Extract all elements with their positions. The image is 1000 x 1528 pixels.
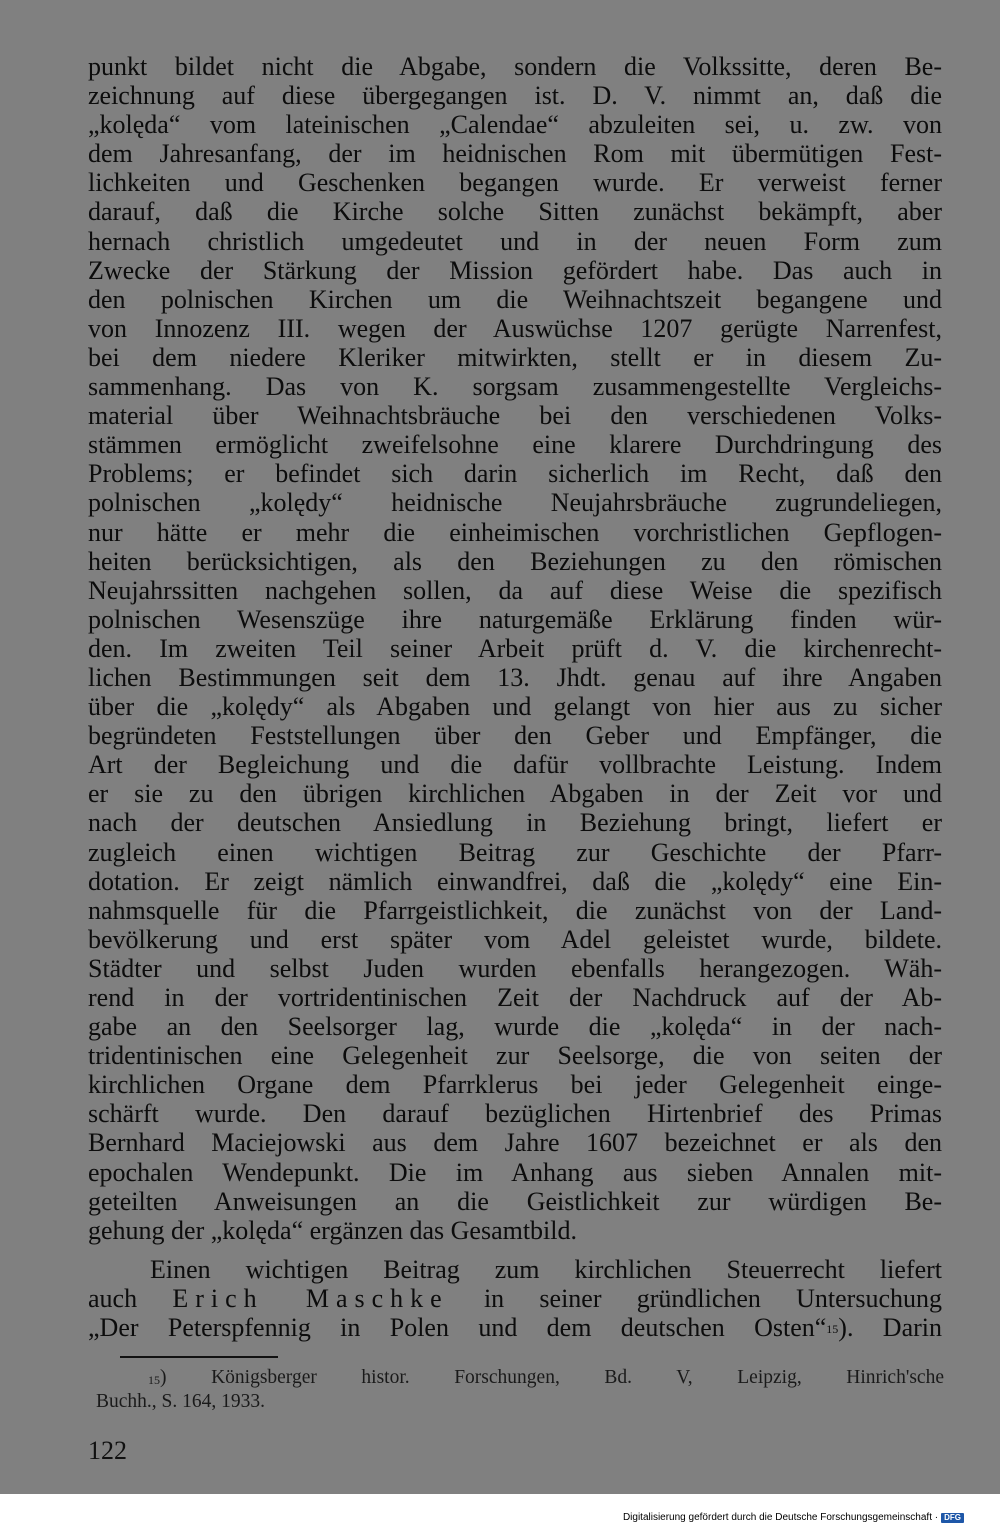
text-line: material über Weihnachtsbräuche bei den verschiedenen Volks- [88, 401, 942, 431]
text-line: schärft wurde. Den darauf bezüglichen Hirtenbrief des Primas [88, 1099, 942, 1129]
text-line: tridentinischen eine Gelegenheit zur Seelsorge, die von seiten der [88, 1041, 942, 1071]
text-line: darauf, daß die Kirche solche Sitten zunächst bekämpft, aber [88, 197, 942, 227]
text-line: polnischen „kolędy“ heidnische Neujahrsbräuche zugrundeliegen, [88, 488, 942, 518]
text-line: dotation. Er zeigt nämlich einwandfrei, daß die „kolędy“ eine Ein- [88, 866, 942, 896]
text-segment: ). Darin [838, 1313, 942, 1343]
text-line: nahmsquelle für die Pfarrgeistlichkeit, die zunächst von der Land- [88, 895, 942, 925]
text-line: Art der Begleichung und die dafür vollbrachte Leistung. Indem [88, 750, 942, 780]
text-segment: auch [88, 1283, 138, 1313]
text-line: kirchlichen Organe dem Pfarrklerus bei jeder Gelegenheit einge- [88, 1070, 942, 1100]
text-line: von Innozenz III. wegen der Auswüchse 1207 gerügte Narrenfest, [88, 313, 942, 343]
footnote-rule [120, 1356, 278, 1358]
text-line: er sie zu den übrigen kirchlichen Abgaben in der Zeit vor und [88, 779, 942, 809]
text-line [88, 1284, 942, 1313]
footnote-marker: 15 [148, 1373, 160, 1387]
text-line: Zwecke der Stärkung der Mission gefördert habe. Das auch in [88, 255, 942, 285]
paragraph-2 [88, 1255, 942, 1342]
text-line: bevölkerung und erst später vom Adel geleistet wurde, bildete. [88, 924, 942, 954]
text-line: epochalen Wendepunkt. Die im Anhang aus sieben Annalen mit- [88, 1157, 942, 1187]
text-line: Bernhard Maciejowski aus dem Jahre 1607 bezeichnet er als den [88, 1128, 942, 1158]
digitization-credit [623, 1512, 964, 1524]
text-line: Neujahrssitten nachgehen sollen, da auf diese Weise die spezifisch [88, 575, 942, 605]
text-line: stämmen ermöglicht zweifelsohne eine klarere Durchdringung des [88, 430, 942, 460]
text-line: zugleich einen wichtigen Beitrag zur Geschichte der Pfarr- [88, 837, 942, 867]
text-line: Problems; er befindet sich darin sicherlich im Recht, daß den [88, 459, 942, 489]
footnote [96, 1366, 944, 1414]
text-line: zeichnung auf diese übergegangen ist. D. V. nimmt an, daß die [88, 81, 942, 111]
footnote-line [96, 1366, 944, 1390]
author-name: Erich Maschke [172, 1283, 449, 1313]
text-segment: in seiner gründlichen Untersuchung [483, 1283, 942, 1313]
text-line: polnischen Wesenszüge ihre naturgemäße Erklärung finden wür- [88, 604, 942, 634]
text-line: heiten berücksichtigen, als den Beziehungen zu den römischen [88, 546, 942, 576]
text-line: über die „kolędy“ als Abgaben und gelangt von hier aus zu sicher [88, 692, 942, 722]
text-line: lichkeiten und Geschenken begangen wurde. Er verweist ferner [88, 168, 942, 198]
text-line [88, 1313, 942, 1342]
text-line: hernach christlich umgedeutet und in der neuen Form zum [88, 226, 942, 256]
text-line: geteilten Anweisungen an die Geistlichkeit zur würdigen Be- [88, 1186, 942, 1216]
footnote-reference: 15 [826, 1322, 839, 1337]
footnote-text: ) Königsberger histor. Forschungen, Bd. V, Leipzig, Hinrich'sche [160, 1367, 944, 1388]
text-line: rend in der vortridentinischen Zeit der Nachdruck auf der Ab- [88, 983, 942, 1012]
text-line: gehung der „kolęda“ ergänzen das Gesamtbild. [88, 1215, 577, 1245]
text-line: begründeten Feststellungen über den Geber und Empfänger, die [88, 721, 942, 751]
text-segment: „Der Peterspfennig in Polen und dem deutschen Osten“ [88, 1313, 827, 1343]
text-line: sammenhang. Das von K. sorgsam zusammengestellte Vergleichs- [88, 372, 942, 402]
main-text [88, 52, 942, 1342]
text-line: bei dem niedere Kleriker mitwirkten, stellt er in diesem Zu- [88, 342, 942, 372]
text-line: gabe an den Seelsorger lag, wurde die „kolęda“ in der nach- [88, 1012, 942, 1042]
text-line: „kolęda“ vom lateinischen „Calendae“ abzuleiten sei, u. zw. von [88, 110, 942, 140]
paragraph-1 [88, 52, 942, 1245]
footnote-line: Buchh., S. 164, 1933. [96, 1391, 266, 1412]
paragraph-gap [88, 1245, 942, 1255]
text-line: den. Im zweiten Teil seiner Arbeit prüft d. V. die kirchenrecht- [88, 633, 942, 663]
dfg-logo-icon: DFG [941, 1513, 964, 1523]
text-line: dem Jahresanfang, der im heidnischen Rom mit übermütigen Fest- [88, 139, 942, 169]
text-line: Einen wichtigen Beitrag zum kirchlichen Steuerrecht liefert [150, 1254, 942, 1284]
text-line: nur hätte er mehr die einheimischen vorchristlichen Gepflogen- [88, 517, 942, 547]
text-line: den polnischen Kirchen um die Weihnachtszeit begangene und [88, 284, 942, 314]
page-number: 122 [88, 1436, 127, 1465]
text-line: lichen Bestimmungen seit dem 13. Jhdt. genau auf ihre Angaben [88, 662, 942, 692]
text-line: nach der deutschen Ansiedlung in Beziehung bringt, liefert er [88, 808, 942, 838]
text-line: Städter und selbst Juden wurden ebenfalls herangezogen. Wäh- [88, 953, 942, 983]
credit-text: Digitalisierung gefördert durch die Deutsche Forschungsgemeinschaft · [622, 1512, 939, 1523]
text-line: punkt bildet nicht die Abgabe, sondern die Volkssitte, deren Be- [88, 52, 942, 81]
